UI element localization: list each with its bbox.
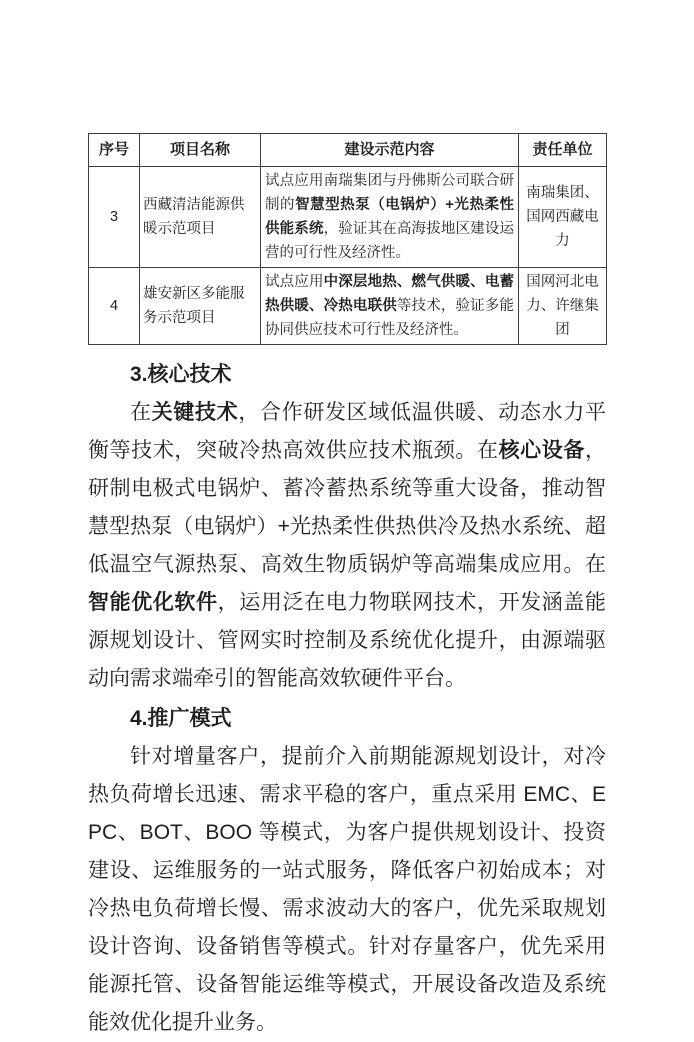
responsible-unit: 南瑞集团、国网西藏电力	[519, 167, 607, 268]
row-index: 4	[89, 268, 140, 345]
table-row	[89, 167, 607, 268]
table-header-row	[89, 134, 607, 167]
section-paragraph-promotion-mode: 针对增量客户，提前介入前期能源规划设计，对冷热负荷增长迅速、需求平稳的客户，重点采用 EMC、EPC、BOT、BOO 等模式，为客户提供规划设计、投资建设、运维服务的一站式服务，降低客户初始成本；对冷热电负荷增长慢、需求波动大的客户，优先采取规划设计咨询、设备销售等模式。针对存量客户，优先采用能源托管、设备智能运维等模式，开展设备改造及系统能效优化提升业务。	[88, 745, 606, 1034]
project-name: 西藏清洁能源供暖示范项目	[140, 167, 261, 268]
document-body	[88, 360, 606, 1042]
header-cell-content: 建设示范内容	[261, 134, 519, 167]
responsible-unit: 国网河北电力、许继集团	[519, 268, 607, 345]
table-row	[89, 268, 607, 345]
project-content: 试点应用南瑞集团与丹佛斯公司联合研制的智慧型热泵（电锅炉）+光热柔性供能系统，验证其在高海拔地区建设运营的可行性及经济性。	[261, 167, 519, 268]
section-heading-core-technology: 3.核心技术	[130, 363, 232, 386]
project-name: 雄安新区多能服务示范项目	[140, 268, 261, 345]
section-paragraph-core-technology: 在关键技术，合作研发区域低温供暖、动态水力平衡等技术，突破冷热高效供应技术瓶颈。在核心设备，研制电极式电锅炉、蓄冷蓄热系统等重大设备，推动智慧型热泵（电锅炉）+光热柔性供热供冷及热水系统、超低温空气源热泵、高效生物质锅炉等高端集成应用。在智能优化软件，运用泛在电力物联网技术，开发涵盖能源规划设计、管网实时控制及系统优化提升，由源端驱动向需求端牵引的智能高效软硬件平台。	[88, 401, 607, 690]
header-cell-name: 项目名称	[140, 134, 261, 167]
header-cell-index: 序号	[89, 134, 140, 167]
header-cell-unit: 责任单位	[519, 134, 607, 167]
project-content: 试点应用中深层地热、燃气供暖、电蓄热供暖、冷热电联供等技术，验证多能协同供应技术可行性及经济性。	[261, 268, 519, 345]
row-index: 3	[89, 167, 140, 268]
section-heading-promotion-mode: 4.推广模式	[130, 707, 232, 730]
project-table	[88, 133, 607, 345]
